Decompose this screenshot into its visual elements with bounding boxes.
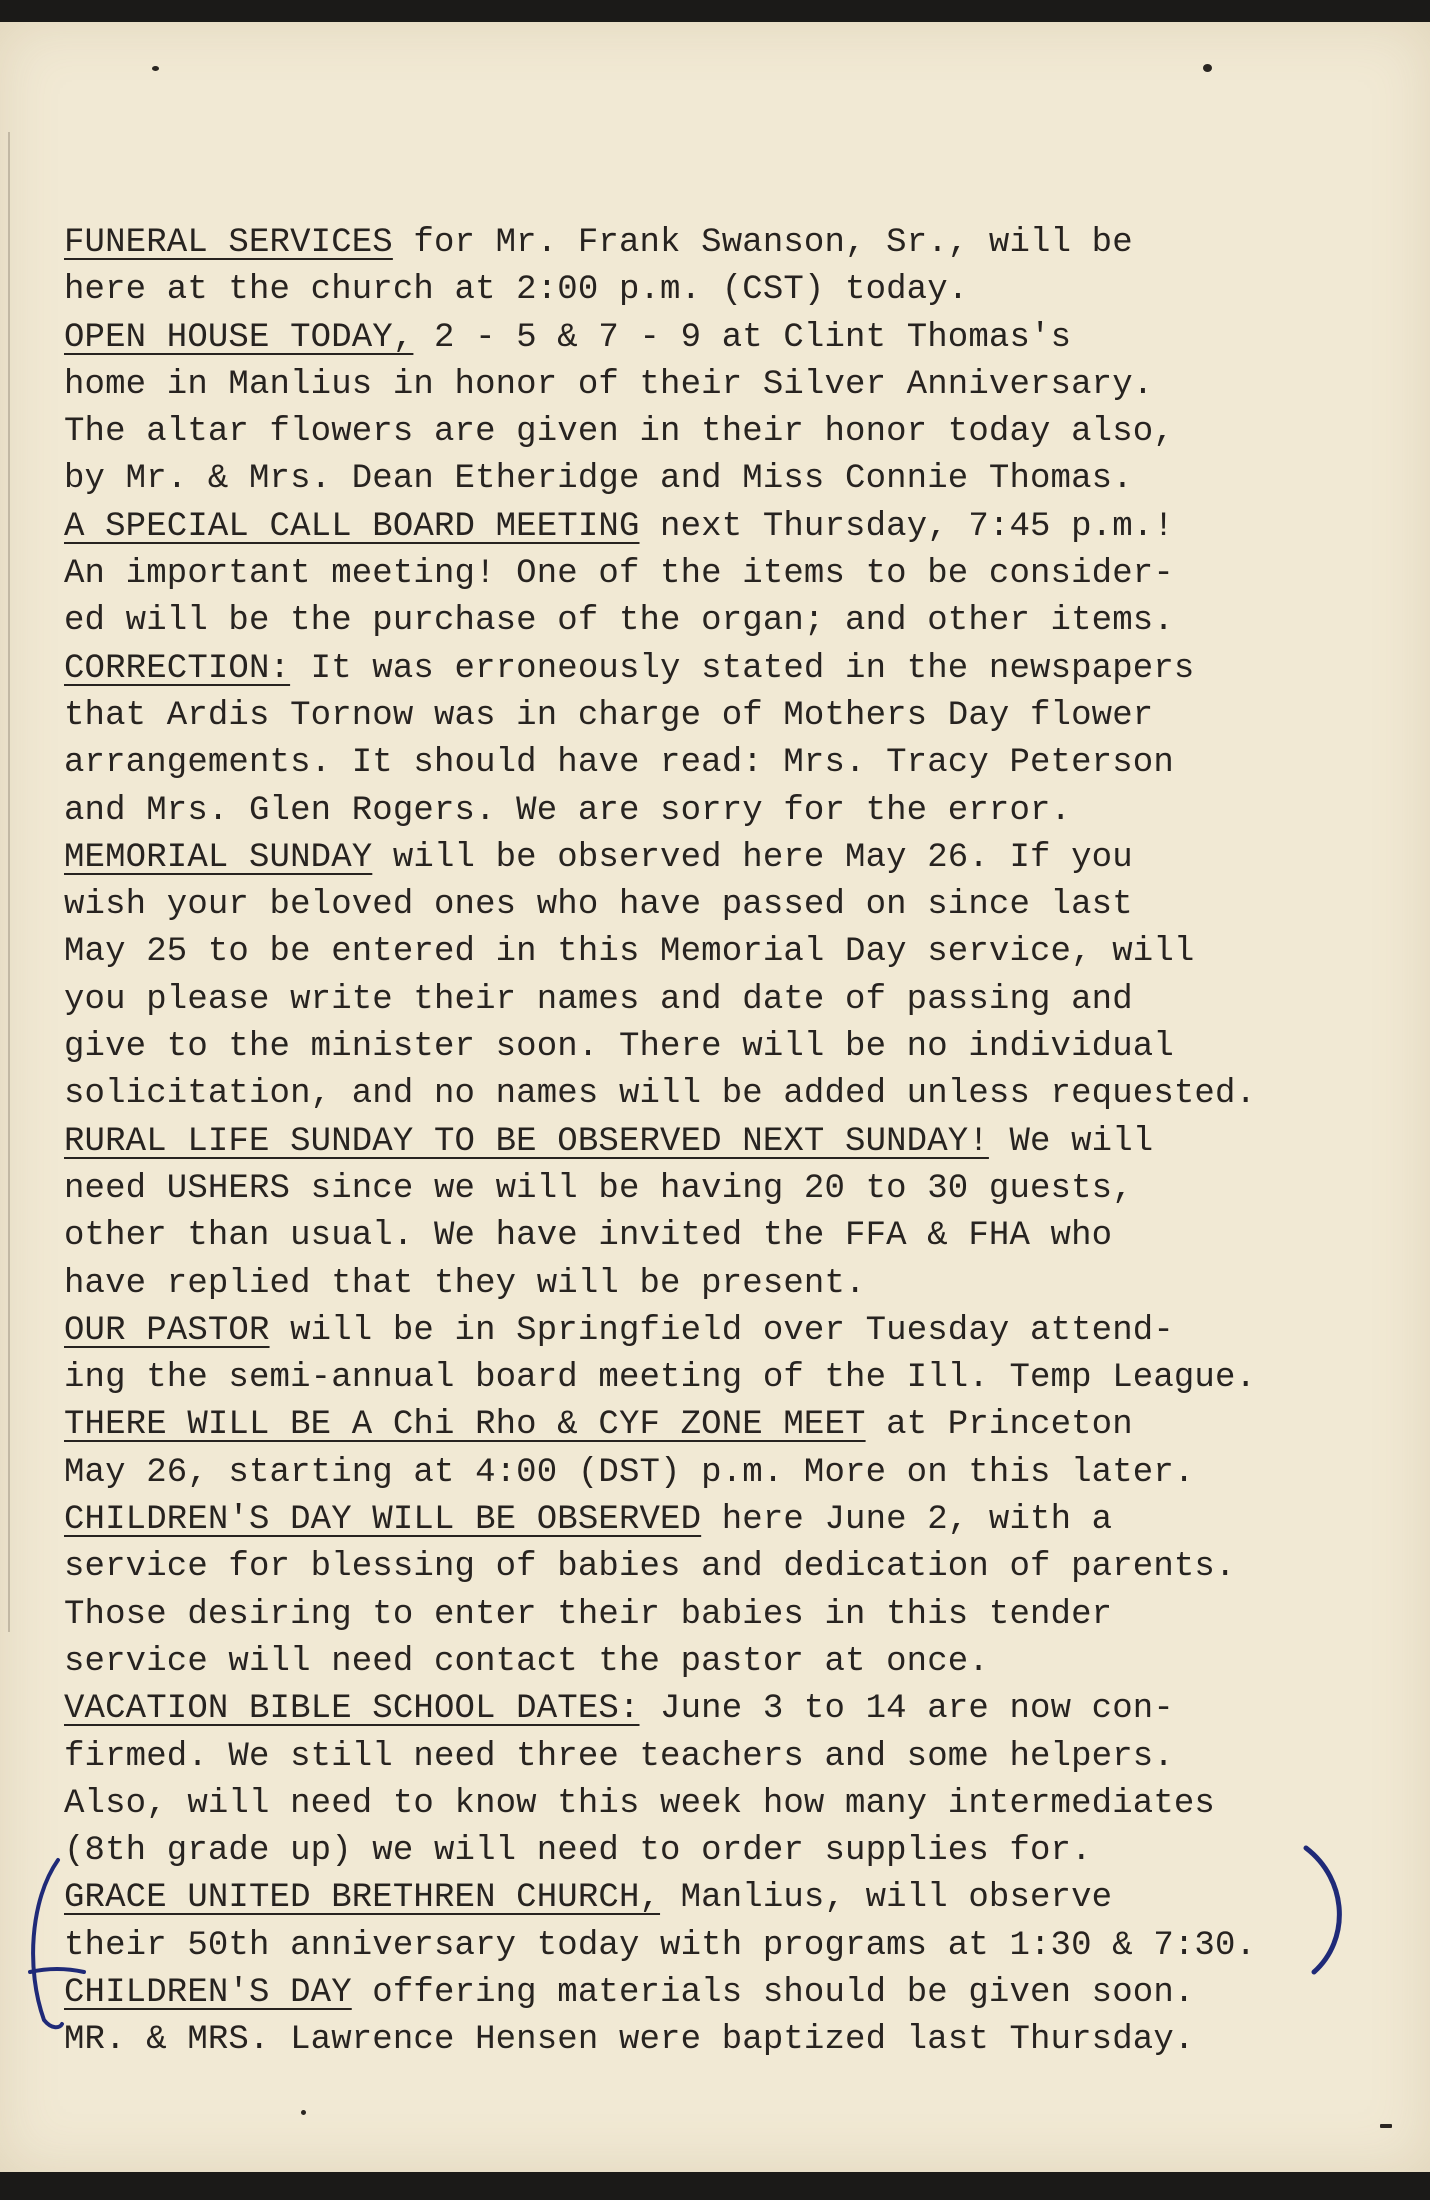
announcement-line xyxy=(64,1828,1364,1875)
bulletin-text xyxy=(64,220,1364,2065)
line-text: ed will be the purchase of the organ; and other items. xyxy=(64,602,1174,641)
underlined-heading: OUR PASTOR xyxy=(64,1311,270,1350)
announcement-line xyxy=(64,1923,1364,1970)
announcement-line xyxy=(64,1639,1364,1686)
announcement-heading-line xyxy=(64,1970,1364,2017)
announcement-line xyxy=(64,267,1364,314)
announcement-heading-line xyxy=(64,315,1364,362)
underlined-heading: THERE WILL BE A Chi Rho & CYF ZONE MEET xyxy=(64,1406,866,1445)
underlined-heading: VACATION BIBLE SCHOOL DATES: xyxy=(64,1690,640,1729)
announcement-line xyxy=(64,1544,1364,1591)
line-text: you please write their names and date of passing and xyxy=(64,980,1133,1019)
line-text: their 50th anniversary today with programs at 1:30 & 7:30. xyxy=(64,1926,1257,1965)
announcement-line xyxy=(64,1355,1364,1402)
line-text: home in Manlius in honor of their Silver Anniversary. xyxy=(64,365,1154,404)
line-text: arrangements. It should have read: Mrs. Tracy Peterson xyxy=(64,744,1174,783)
paper-speck xyxy=(1380,2124,1392,2128)
underlined-heading: CHILDREN'S DAY WILL BE OBSERVED xyxy=(64,1501,702,1540)
paper-speck xyxy=(301,2110,306,2115)
line-text: It was erroneously stated in the newspapers xyxy=(290,649,1195,688)
announcement-line xyxy=(64,409,1364,456)
underlined-heading: A SPECIAL CALL BOARD MEETING xyxy=(64,507,640,546)
announcement-line xyxy=(64,693,1364,740)
announcement-line xyxy=(64,2017,1364,2064)
line-text: solicitation, and no names will be added unless requested. xyxy=(64,1075,1257,1114)
announcement-line xyxy=(64,1450,1364,1497)
announcement-heading-line xyxy=(64,1308,1364,1355)
underlined-heading: MEMORIAL SUNDAY xyxy=(64,838,373,877)
line-text: will be observed here May 26. If you xyxy=(372,838,1133,877)
announcement-line xyxy=(64,1071,1364,1118)
line-text: service for blessing of babies and dedication of parents. xyxy=(64,1548,1236,1587)
announcement-line xyxy=(64,456,1364,503)
line-text: Those desiring to enter their babies in this tender xyxy=(64,1595,1113,1634)
line-text: We will xyxy=(988,1122,1154,1161)
announcement-line xyxy=(64,977,1364,1024)
line-text: Manlius, will observe xyxy=(660,1879,1113,1918)
announcement-line xyxy=(64,740,1364,787)
underlined-heading: OPEN HOUSE TODAY, xyxy=(64,318,414,357)
line-text: need USHERS since we will be having 20 to 30 guests, xyxy=(64,1169,1133,1208)
line-text: by Mr. & Mrs. Dean Etheridge and Miss Connie Thomas. xyxy=(64,460,1133,499)
line-text: An important meeting! One of the items to be consider- xyxy=(64,555,1174,594)
underlined-heading: CORRECTION: xyxy=(64,649,291,688)
underlined-heading: RURAL LIFE SUNDAY TO BE OBSERVED NEXT SUNDAY! xyxy=(64,1122,989,1161)
announcement-line xyxy=(64,362,1364,409)
announcement-heading-line xyxy=(64,1119,1364,1166)
line-text: Also, will need to know this week how many intermediates xyxy=(64,1784,1215,1823)
line-text: MR. & MRS. Lawrence Hensen were baptized last Thursday. xyxy=(64,2021,1195,2060)
paper-fold-shadow xyxy=(8,132,10,1632)
line-text: for Mr. Frank Swanson, Sr., will be xyxy=(392,224,1133,262)
line-text: (8th grade up) we will need to order supplies for. xyxy=(64,1832,1092,1871)
announcement-line xyxy=(64,929,1364,976)
announcement-line xyxy=(64,551,1364,598)
line-text: at Princeton xyxy=(865,1406,1133,1445)
line-text: firmed. We still need three teachers and some helpers. xyxy=(64,1737,1174,1776)
line-text: The altar flowers are given in their honor today also, xyxy=(64,413,1174,452)
line-text: wish your beloved ones who have passed on since last xyxy=(64,886,1133,925)
announcement-line xyxy=(64,1213,1364,1260)
line-text: here June 2, with a xyxy=(701,1501,1113,1540)
line-text: here at the church at 2:00 p.m. (CST) today. xyxy=(64,271,969,310)
line-text: have replied that they will be present. xyxy=(64,1264,866,1303)
line-text: that Ardis Tornow was in charge of Mothers Day flower xyxy=(64,696,1154,735)
paper-speck xyxy=(152,66,159,71)
announcement-heading-line xyxy=(64,220,1364,267)
line-text: ing the semi-annual board meeting of the Ill. Temp League. xyxy=(64,1359,1257,1398)
line-text: service will need contact the pastor at once. xyxy=(64,1642,989,1681)
line-text: 2 - 5 & 7 - 9 at Clint Thomas's xyxy=(413,318,1072,357)
underlined-heading: GRACE UNITED BRETHREN CHURCH, xyxy=(64,1879,661,1918)
line-text: May 26, starting at 4:00 (DST) p.m. More on this later. xyxy=(64,1453,1195,1492)
announcement-line xyxy=(64,598,1364,645)
underlined-heading: FUNERAL SERVICES xyxy=(64,224,393,262)
announcement-heading-line xyxy=(64,835,1364,882)
announcement-heading-line xyxy=(64,1402,1364,1449)
announcement-line xyxy=(64,1166,1364,1213)
announcement-line xyxy=(64,1261,1364,1308)
line-text: offering materials should be given soon. xyxy=(351,1973,1195,2012)
announcement-line xyxy=(64,1592,1364,1639)
announcement-line xyxy=(64,1024,1364,1071)
announcement-line xyxy=(64,1781,1364,1828)
paper-speck xyxy=(1203,64,1212,72)
line-text: and Mrs. Glen Rogers. We are sorry for the error. xyxy=(64,791,1072,830)
announcement-line xyxy=(64,788,1364,835)
announcement-heading-line xyxy=(64,1497,1364,1544)
line-text: June 3 to 14 are now con- xyxy=(639,1690,1174,1729)
announcement-line xyxy=(64,882,1364,929)
line-text: next Thursday, 7:45 p.m.! xyxy=(639,507,1174,546)
line-text: give to the minister soon. There will be no individual xyxy=(64,1028,1174,1067)
underlined-heading: CHILDREN'S DAY xyxy=(64,1973,352,2012)
announcement-line xyxy=(64,1734,1364,1781)
announcement-heading-line xyxy=(64,504,1364,551)
announcement-heading-line xyxy=(64,1686,1364,1733)
announcement-heading-line xyxy=(64,646,1364,693)
line-text: other than usual. We have invited the FFA & FHA who xyxy=(64,1217,1113,1256)
typed-bulletin-page xyxy=(0,22,1430,2172)
line-text: May 25 to be entered in this Memorial Day service, will xyxy=(64,933,1195,972)
line-text: will be in Springfield over Tuesday attend- xyxy=(269,1311,1174,1350)
announcement-heading-line xyxy=(64,1875,1364,1922)
